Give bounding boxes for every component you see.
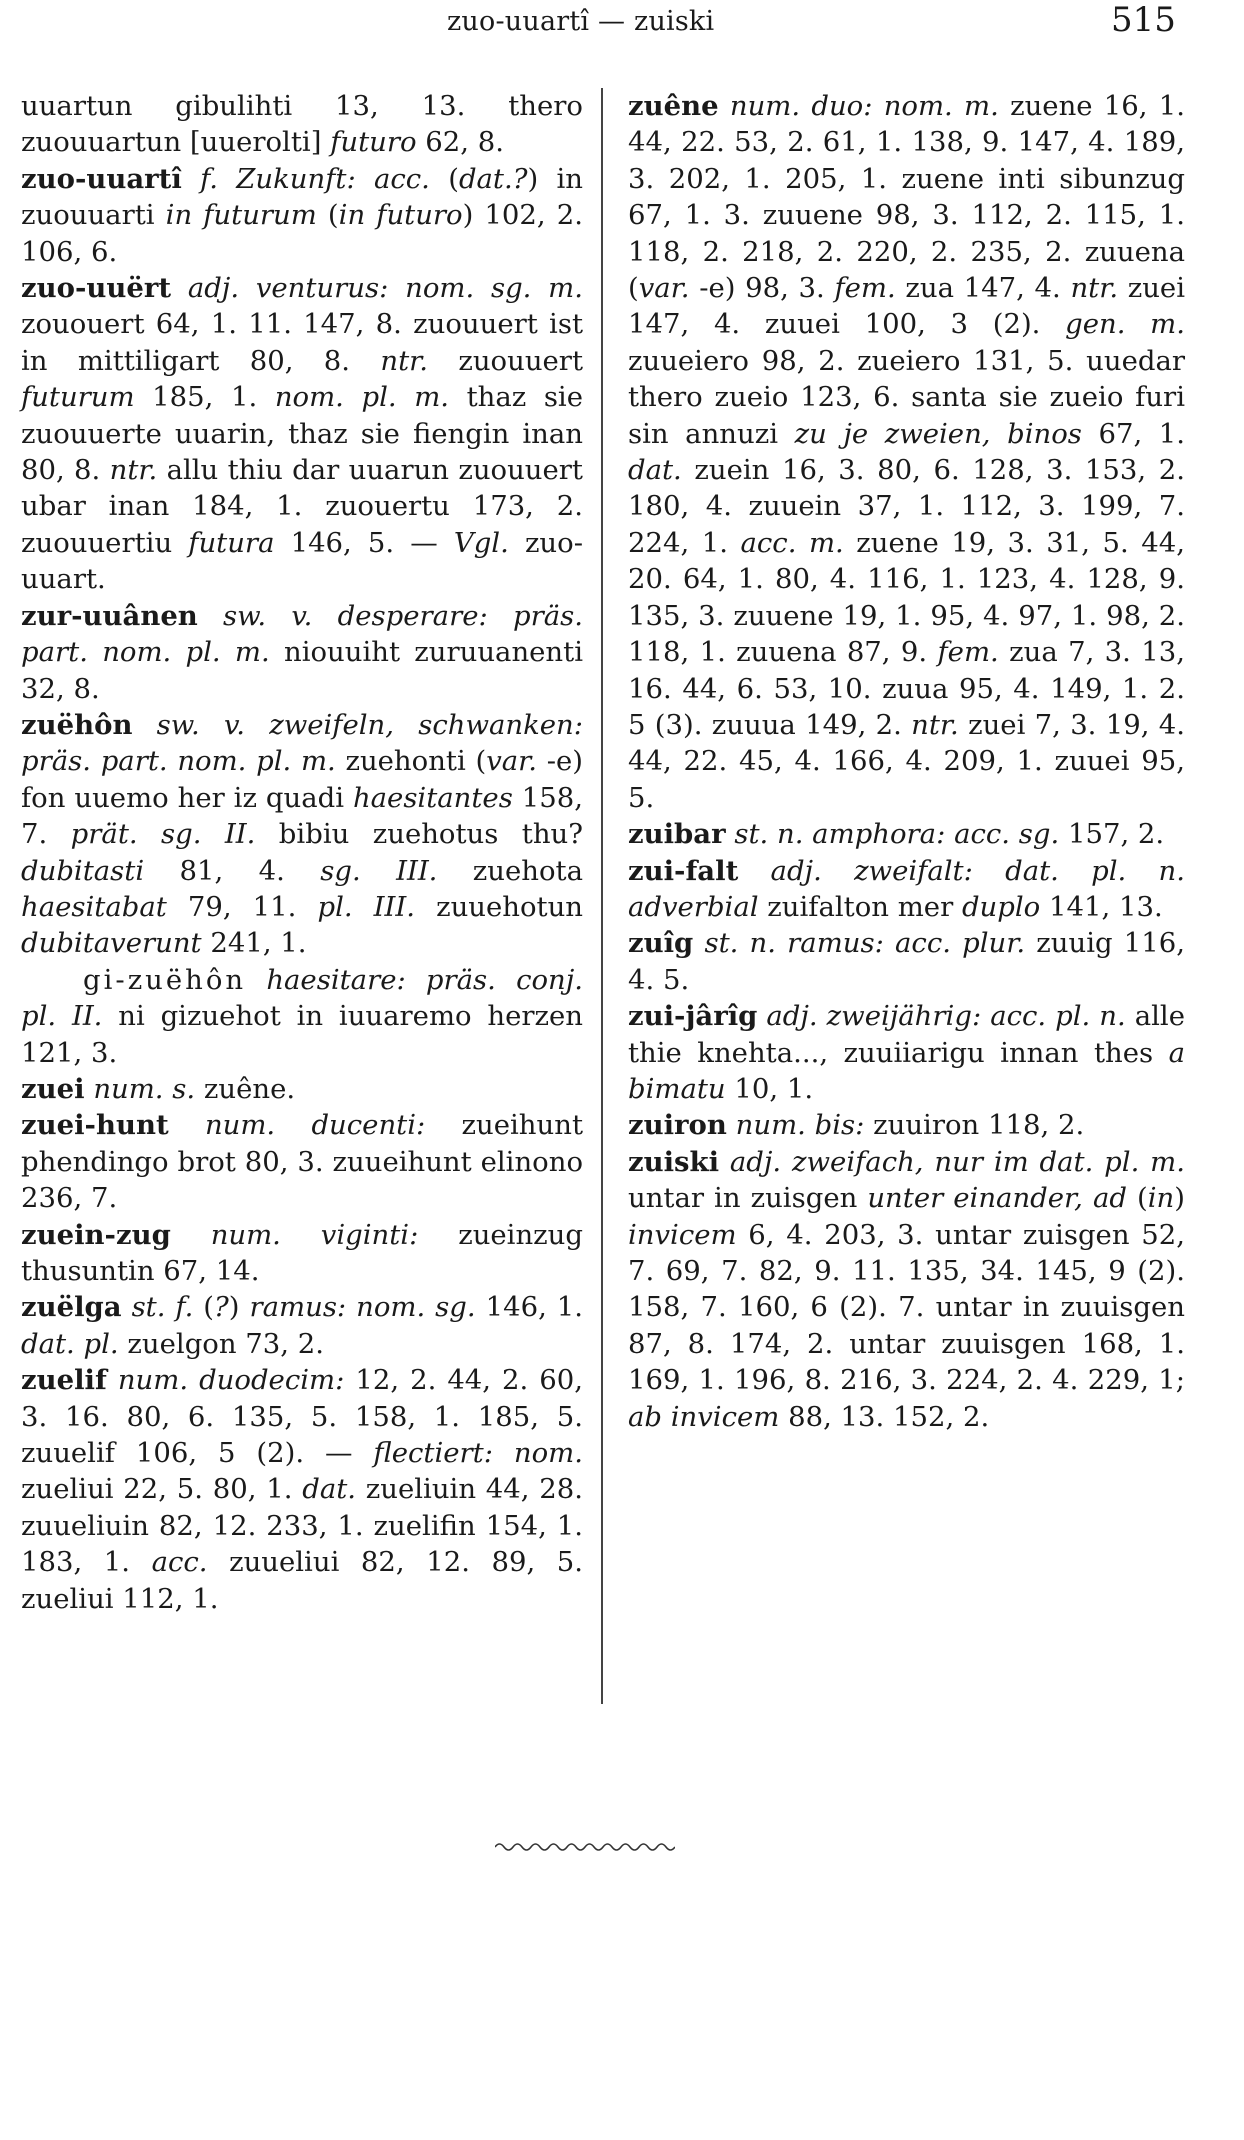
entry-text: untar in zuisgen xyxy=(628,1182,868,1215)
dictionary-entry xyxy=(21,962,583,1071)
entry-italic-text: num. duo: nom. m. xyxy=(729,90,999,122)
entry-text: zuei 147, 4. zuuei 100, 3 (2). xyxy=(628,272,1186,341)
entry-text: 81, 4. xyxy=(144,854,321,887)
entry-italic-text: adj. zweifalt: dat. pl. n. adverbial xyxy=(628,854,1185,923)
dictionary-entry xyxy=(628,1107,1185,1143)
entry-text: zuifalton mer xyxy=(758,890,962,923)
entry-italic-text: dat.? xyxy=(458,162,528,195)
entry-text: zuein 16, 3. 80, 6. 128, 3. 153, 2. 180, 4. zuuein 37, 1. 112, 3. 199, 7. 224, 1. xyxy=(628,454,1185,559)
entry-italic-text: num. duodecim: xyxy=(117,1364,345,1397)
entry-text: 10, 1. xyxy=(725,1072,814,1105)
entry-italic-text: adj. zweijährig: acc. pl. n. xyxy=(766,1000,1126,1033)
entry-italic-text: sw. v. desperare: präs. part. nom. pl. m. xyxy=(21,599,583,669)
dictionary-entry xyxy=(628,853,1185,926)
entry-text: zuehota xyxy=(437,854,583,887)
entry-italic-text: ab invicem xyxy=(628,1400,780,1433)
entry-italic-text: acc. xyxy=(151,1546,208,1579)
entry-text xyxy=(198,600,223,632)
entry-text: zuuehotun xyxy=(415,890,584,923)
entry-text xyxy=(182,163,200,195)
entry-text: zueliuin 44, 28. zuueliuin 82, 12. 233, 1. zuelifin 154, 1. 183, 1. xyxy=(21,1473,583,1579)
entry-italic-text: in futurum xyxy=(165,199,317,232)
entry-italic-text: in xyxy=(1147,1182,1175,1215)
entry-text: zuo-uuart. xyxy=(21,526,583,596)
entry-text: zuouuert xyxy=(428,344,583,377)
entry-italic-text: in futuro xyxy=(338,199,463,232)
entry-text: 146, 5. — xyxy=(274,526,454,559)
entry-text xyxy=(107,1364,118,1396)
entry-italic-text: ? xyxy=(214,1291,229,1324)
entry-text xyxy=(719,90,730,122)
entry-text: zuueliui 82, 12. 89, 5. zueliui 112, 1. xyxy=(21,1546,584,1615)
entry-text: zuuig 116, 4. 5. xyxy=(628,927,1185,996)
entry-text: 67, 1. xyxy=(1081,417,1185,450)
entry-headword: zuei xyxy=(21,1072,85,1105)
entry-text: zueihunt phendingo brot 80, 3. zuueihunt elinono 236, 7. xyxy=(21,1109,583,1215)
entry-italic-text: prät. sg. II. xyxy=(70,818,256,851)
entry-italic-text: dat. xyxy=(302,1473,357,1506)
entry-text: 241, 1. xyxy=(201,927,307,960)
entry-italic-text: adj. venturus: nom. sg. m. xyxy=(187,272,583,305)
dictionary-entry xyxy=(21,707,583,962)
entry-headword: zuelif xyxy=(21,1364,107,1397)
entry-italic-text: sw. v. zweifeln, schwanken: präs. part. nom. pl. m. xyxy=(21,708,584,778)
entry-text: zuehonti ( xyxy=(335,745,487,778)
entry-text: zueliui 22, 5. 80, 1. xyxy=(21,1473,303,1506)
dictionary-entry xyxy=(628,925,1185,998)
entry-headword: zuëlga xyxy=(21,1291,122,1324)
dictionary-entry xyxy=(628,1144,1185,1435)
entry-text: ) xyxy=(228,1291,250,1324)
entry-italic-text: num. ducenti: xyxy=(204,1109,426,1142)
entry-text: alle thie knehta..., zuuiiarigu innan thes xyxy=(628,1000,1185,1069)
entry-text: ( xyxy=(316,199,339,232)
entry-text xyxy=(719,1146,730,1178)
entry-italic-text: st. n. amphora: acc. sg. xyxy=(734,818,1060,851)
entry-italic-text: haesitabat xyxy=(21,890,167,923)
entry-text: zuei 7, 3. 19, 4. 44, 22. 45, 4. 166, 4. 209, 1. zuuei 95, 5. xyxy=(628,708,1185,814)
entry-headword: zuîg xyxy=(628,927,694,960)
entry-headword: zuei-hunt xyxy=(21,1109,169,1142)
entry-italic-text: sg. III. xyxy=(320,854,438,887)
entry-italic-text: st. f. xyxy=(131,1291,194,1324)
entry-text: 88, 13. 152, 2. xyxy=(779,1400,990,1433)
entry-headword: zuëhôn xyxy=(21,708,133,741)
entry-italic-text: adj. zweifach, nur im dat. pl. m. xyxy=(729,1145,1185,1178)
entry-headword: zui-falt xyxy=(628,854,739,887)
entry-text: ) 102, 2. 106, 6. xyxy=(21,199,583,268)
entry-italic-text: st. n. ramus: acc. plur. xyxy=(704,927,1026,960)
entry-text: 79, 11. xyxy=(166,890,318,923)
entry-text: bibiu zuehotus thu? xyxy=(255,818,583,851)
entry-text: thaz sie zuouuerte uuarin, thaz sie fiengin inan 80, 8. xyxy=(21,381,584,487)
running-head: zuo-uuartî — zuiski xyxy=(447,6,715,37)
entry-italic-text: haesitare: präs. conj. pl. II. xyxy=(21,963,584,1033)
entry-italic-text: num. bis: xyxy=(735,1109,865,1142)
right-column xyxy=(628,88,1185,1435)
entry-italic-text: f. Zukunft: acc. xyxy=(200,162,430,195)
entry-text xyxy=(171,1219,211,1251)
entry-italic-text: dat. xyxy=(628,454,682,487)
entry-text: 12, 2. 44, 2. 60, 3. 16. 80, 6. 135, 5. 158, 1. 185, 5. zuuelif 106, 5 (2). — xyxy=(21,1364,583,1470)
dictionary-entry xyxy=(21,1107,583,1216)
entry-italic-text: futurum xyxy=(21,381,135,414)
entry-text: 141, 13. xyxy=(1040,890,1163,923)
entry-italic-text: dubitasti xyxy=(21,854,145,887)
page-header xyxy=(0,0,1244,60)
entry-text: 62, 8. xyxy=(416,126,505,159)
entry-text xyxy=(246,964,266,996)
entry-italic-text: invicem xyxy=(628,1218,737,1251)
entry-text xyxy=(122,1291,132,1323)
entry-italic-text: acc. m. xyxy=(740,526,844,559)
dictionary-entry xyxy=(21,161,583,270)
entry-headword: gi-zuëhôn xyxy=(83,963,247,996)
entry-text: 146, 1. xyxy=(475,1291,584,1324)
entry-text xyxy=(85,1073,94,1105)
entry-italic-text: nom. pl. m. xyxy=(274,381,450,414)
entry-italic-text: num. viginti: xyxy=(210,1218,419,1251)
entry-italic-text: zu je zweien, binos xyxy=(794,417,1082,450)
dictionary-entry xyxy=(21,88,583,161)
entry-italic-text: a bimatu xyxy=(628,1036,1185,1105)
entry-text: ( xyxy=(193,1291,215,1324)
entry-italic-text: flectiert: nom. xyxy=(373,1437,583,1470)
entry-text: zuene 16, 1. 44, 22. 53, 2. 61, 1. 138, 9. 147, 4. 189, 3. 202, 1. 205, 1. zuene inti sibunzug 67, 1. 3. zuuene 98, 3. 112, 2. 115, 1. 118, 2. 218, 2. 220, 2. 235, 2. zuuena ( xyxy=(628,90,1186,305)
entry-text: ni gizuehot in iuuaremo herzen 121, 3. xyxy=(21,1000,583,1069)
dictionary-entry xyxy=(21,1289,583,1362)
entry-text: 185, 1. xyxy=(134,381,275,414)
entry-italic-text: pl. III. xyxy=(317,890,416,923)
left-column xyxy=(21,88,583,1617)
dictionary-entry xyxy=(628,816,1185,852)
entry-italic-text: ntr. xyxy=(380,344,429,377)
entry-italic-text: ramus: nom. sg. xyxy=(249,1291,476,1324)
entry-text xyxy=(693,927,704,959)
entry-headword: zuiron xyxy=(628,1109,727,1142)
entry-text: 157, 2. xyxy=(1059,818,1165,851)
dictionary-entry xyxy=(628,88,1185,816)
entry-text: zuelgon 73, 2. xyxy=(118,1327,325,1360)
entry-text: ) xyxy=(1174,1182,1185,1215)
entry-headword: zui-jârîg xyxy=(628,1000,758,1033)
entry-text: niouuiht zuruuanenti 32, 8. xyxy=(21,636,583,705)
entry-text: zua 147, 4. xyxy=(895,272,1071,305)
entry-text: zououert 64, 1. 11. 147, 8. zuouuert ist in mittiligart 80, 8. xyxy=(21,308,583,377)
entry-italic-text: unter einander, ad xyxy=(867,1182,1127,1215)
entry-text: 6, 4. 203, 3. untar zuisgen 52, 7. 69, 7. 82, 9. 11. 135, 34. 145, 9 (2). 158, 7. 160, 6 (2). 7. untar in zuuisgen 87, 8. 174, 2. untar zuuisgen 168, 1. 169, 1. 196, 8. 216, 3. 224, 2. 4. 229, 1; xyxy=(628,1218,1185,1397)
entry-italic-text: ntr. xyxy=(911,708,959,741)
entry-text xyxy=(738,855,770,887)
entry-text: -e) 98, 3. xyxy=(689,272,835,305)
dictionary-entry xyxy=(21,1217,583,1290)
dictionary-entry xyxy=(21,1362,583,1617)
dictionary-entry xyxy=(21,270,583,598)
entry-italic-text: dubitaverunt xyxy=(21,927,202,960)
dictionary-entry xyxy=(21,1071,583,1107)
entry-headword: zuo-uuërt xyxy=(21,272,172,305)
entry-text: uuartun gibulihti 13, 13. thero zuouuartun [uuerolti] xyxy=(21,90,583,159)
entry-text: ( xyxy=(429,162,459,195)
entry-italic-text: Vgl. xyxy=(453,526,509,559)
entry-italic-text: var. xyxy=(486,745,537,778)
entry-headword: zuibar xyxy=(628,818,726,851)
entry-text: zuêne. xyxy=(195,1072,296,1105)
entry-headword: zuêne xyxy=(628,90,719,122)
entry-text xyxy=(727,1109,736,1141)
entry-headword: zuiski xyxy=(628,1145,720,1178)
entry-italic-text: var. xyxy=(638,272,690,305)
dictionary-entry xyxy=(628,998,1185,1107)
entry-headword: zuo-uuartî xyxy=(21,162,182,195)
entry-text xyxy=(171,272,188,304)
entry-headword: zur-uuânen xyxy=(21,599,198,632)
entry-text: ( xyxy=(1126,1182,1148,1215)
entry-text: ) in zuouuarti xyxy=(21,162,583,232)
entry-italic-text: duplo xyxy=(961,890,1041,923)
entry-text: zuuiron 118, 2. xyxy=(864,1109,1085,1142)
entry-text: zueinzug thusuntin 67, 14. xyxy=(21,1218,583,1287)
entry-text: allu thiu dar uuarun zuouuert ubar inan 184, 1. zuouertu 173, 2. zuouuertiu xyxy=(21,454,583,559)
entry-text: 158, 7. xyxy=(21,781,583,851)
entry-italic-text: fem. xyxy=(937,636,999,669)
entry-headword: zuein-zug xyxy=(21,1218,171,1251)
entry-italic-text: futuro xyxy=(330,126,417,159)
entry-text: zuene 19, 3. 31, 5. 44, 20. 64, 1. 80, 4. 116, 1. 123, 4. 128, 9. 135, 3. zuuene 19, 1. 95, 4. 97, 1. 98, 2. 118, 1. zuuena 87, 9. xyxy=(628,526,1186,669)
entry-text: zua 7, 3. 13, 16. 44, 6. 53, 10. zuua 95, 4. 149, 1. 2. 5 (3). zuuua 149, 2. xyxy=(628,636,1185,741)
column-divider xyxy=(601,88,603,1704)
entry-italic-text: dat. pl. xyxy=(21,1327,119,1360)
entry-italic-text: futura xyxy=(188,526,275,559)
entry-italic-text: num. s. xyxy=(93,1072,196,1105)
page-number: 515 xyxy=(1111,0,1176,40)
entry-italic-text: gen. m. xyxy=(1065,308,1185,341)
entry-text: -e) fon uuemo her iz quadi xyxy=(21,745,583,814)
entry-italic-text: haesitantes xyxy=(352,781,513,814)
entry-text xyxy=(169,1109,205,1141)
entry-text xyxy=(132,709,156,741)
end-ornament xyxy=(495,1840,675,1854)
entry-italic-text: fem. xyxy=(834,272,896,305)
entry-italic-text: ntr. xyxy=(1070,272,1119,305)
dictionary-entry xyxy=(21,598,583,707)
entry-italic-text: ntr. xyxy=(109,454,158,487)
entry-text: zuueiero 98, 2. zueiero 131, 5. uuedar thero zueio 123, 6. santa sie zueio furi sin annuzi xyxy=(628,344,1185,450)
